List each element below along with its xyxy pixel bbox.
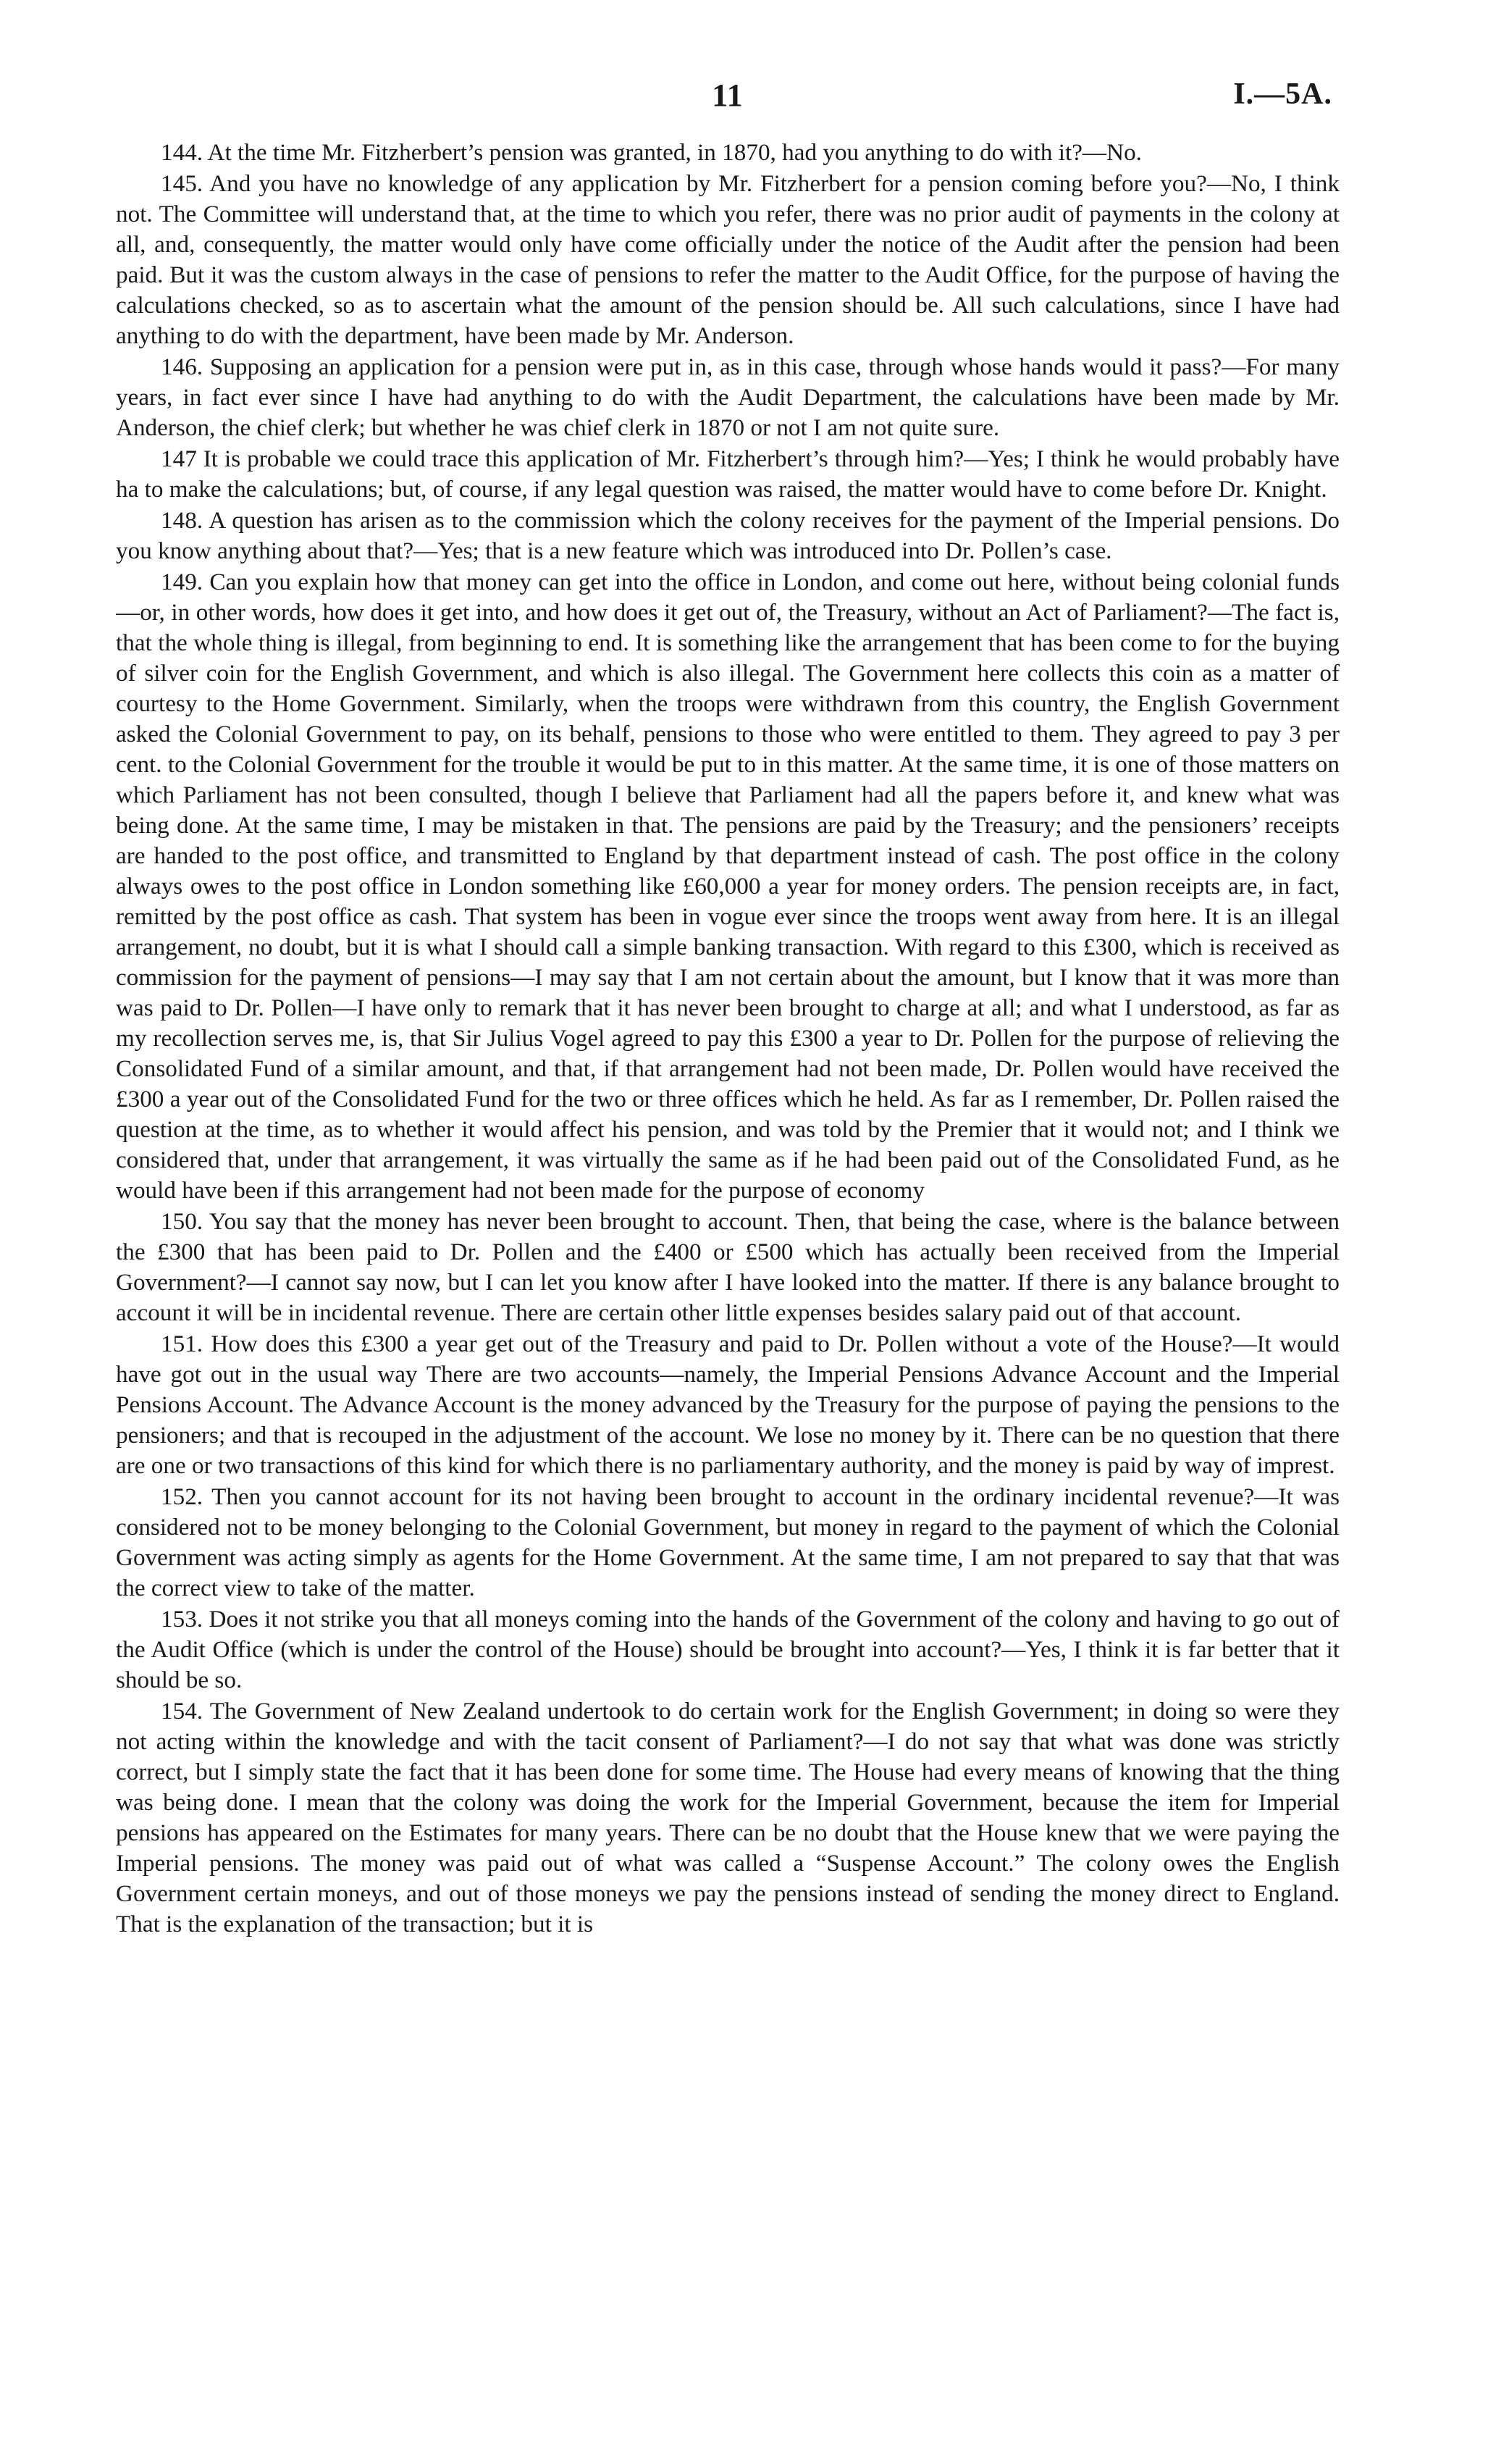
page-header [116,72,1340,116]
paragraph-144: 144. At the time Mr. Fitzherbert’s pension was granted, in 1870, had you anything to do with it?—No. [161,139,1142,166]
paragraph-146: 146. Supposing an application for a pension were put in, as in this case, through whose hands would it pass?—For many years, in fact ever since I have had anything to do with the Audit Department, the calculations have been made by Mr. Anderson, the chief clerk; but whether he was chief clerk in 1870 or not I am not quite sure. [116,353,1340,441]
paragraph-149: 149. Can you explain how that money can get into the office in London, and come out here, without being colonial funds—or, in other words, how does it get into, and how does it get out of, the Treasury, without an Act of Parliament?—The fact is, that the whole thing is illegal, from beginning to end. It is something like the arrangement that has been come to for the buying of silver coin for the English Government, and which is also illegal. The Government here collects this coin as a matter of courtesy to the Home Government. Similarly, when the troops were withdrawn from this country, the English Government asked the Colonial Government to pay, on its behalf, pensions to those who were entitled to them. They agreed to pay 3 per cent. to the Colonial Government for the trouble it would be put to in this matter. At the same time, it is one of those matters on which Parliament has not been consulted, though I believe that Parliament had all the papers before it, and knew what was being done. At the same time, I may be mistaken in that. The pensions are paid by the Treasury; and the pensioners’ receipts are handed to the post office, and transmitted to England by that department instead of cash. The post office in the colony always owes to the post office in London something like £60,000 a year for money orders. The pension receipts are, in fact, remitted by the post office as cash. That system has been in vogue ever since the troops went away from here. It is an illegal arrangement, no doubt, but it is what I should call a simple banking transaction. With regard to this £300, which is received as commission for the payment of pensions—I may say that I am not certain about the amount, but I know that it was more than was paid to Dr. Pollen—I have only to remark that it has never been brought to charge at all; and what I understood, as far as my recollection serves me, is, that Sir Julius Vogel agreed to pay this £300 a year to Dr. Pollen for the purpose of relieving the Consolidated Fund of a similar amount, and that, if that arrangement had not been made, Dr. Pollen would have received the £300 a year out of the Consolidated Fund for the two or three offices which he held. As far as I remember, Dr. Pollen raised the question at the time, as to whether it would affect his pension, and was told by the Premier that it would not; and I think we considered that, under that arrangement, it was virtually the same as if he had been paid out of the Consolidated Fund, as he would have been if this arrangement had not been made for the purpose of economy [116,569,1340,1204]
paragraph-147: 147 It is probable we could trace this application of Mr. Fitzherbert’s through him?—Yes; I think he would probably have ha to make the calculations; but, of course, if any legal question was raised, the matter would have to come before Dr. Knight. [116,445,1340,503]
page-number: 11 [712,77,744,113]
paragraph-145: 145. And you have no knowledge of any application by Mr. Fitzherbert for a pension coming before you?—No, I think not. The Committee will understand that, at the time to which you refer, there was no prior audit of payments in the colony at all, and, consequently, the matter would only have come officially under the notice of the Audit after the pension had been paid. But it was the custom always in the case of pensions to refer the matter to the Audit Office, for the purpose of having the calculations checked, so as to ascertain what the amount of the pension should be. All such calculations, since I have had anything to do with the department, have been made by Mr. Anderson. [116,170,1340,349]
paragraph-151: 151. How does this £300 a year get out of the Treasury and paid to Dr. Pollen without a vote of the House?—It would have got out in the usual way There are two accounts—namely, the Imperial Pensions Advance Account and the Imperial Pensions Account. The Advance Account is the money advanced by the Treasury for the purpose of paying the pensions to the pensioners; and that is recouped in the adjustment of the account. We lose no money by it. There can be no question that there are one or two transactions of this kind for which there is no parliamentary authority, and the money is paid by way of imprest. [116,1331,1340,1479]
paper-reference: I.—5A. [1233,77,1332,111]
paragraph-154: 154. The Government of New Zealand undertook to do certain work for the English Government; in doing so were they not acting within the knowledge and with the tacit consent of Parliament?—I do not say that what was done was strictly correct, but I simply state the fact that it has been done for some time. The House had every means of knowing that the thing was being done. I mean that the colony was doing the work for the Imperial Government, because the item for Imperial pensions has appeared on the Estimates for many years. There can be no doubt that the House knew that we were paying the Imperial pensions. The money was paid out of what was called a “Suspense Account.” The colony owes the English Government certain moneys, and out of those moneys we pay the pensions instead of sending the money direct to England. That is the explanation of the transaction; but it is [116,1698,1340,1937]
paragraph-152: 152. Then you cannot account for its not having been brought to account in the ordinary incidental revenue?—It was considered not to be money belonging to the Colonial Government, but money in regard to the payment of which the Colonial Government was acting simply as agents for the Home Government. At the same time, I am not prepared to say that that was the correct view to take of the matter. [116,1483,1340,1601]
paragraph-150: 150. You say that the money has never been brought to account. Then, that being the case, where is the balance between the £300 that has been paid to Dr. Pollen and the £400 or £500 which has actually been received from the Imperial Government?—I cannot say now, but I can let you know after I have looked into the matter. If there is any balance brought to account it will be in incidental revenue. There are certain other little expenses besides salary paid out of that account. [116,1208,1340,1326]
paragraph-153: 153. Does it not strike you that all moneys coming into the hands of the Government of the colony and having to go out of the Audit Office (which is under the control of the House) should be brought into account?—Yes, I think it is far better that it should be so. [116,1606,1340,1693]
paragraph-148: 148. A question has arisen as to the commission which the colony receives for the payment of the Imperial pensions. Do you know anything about that?—Yes; that is a new feature which was introduced into Dr. Pollen’s case. [116,507,1340,564]
document-body [116,138,1340,1940]
document-page [116,72,1340,2448]
